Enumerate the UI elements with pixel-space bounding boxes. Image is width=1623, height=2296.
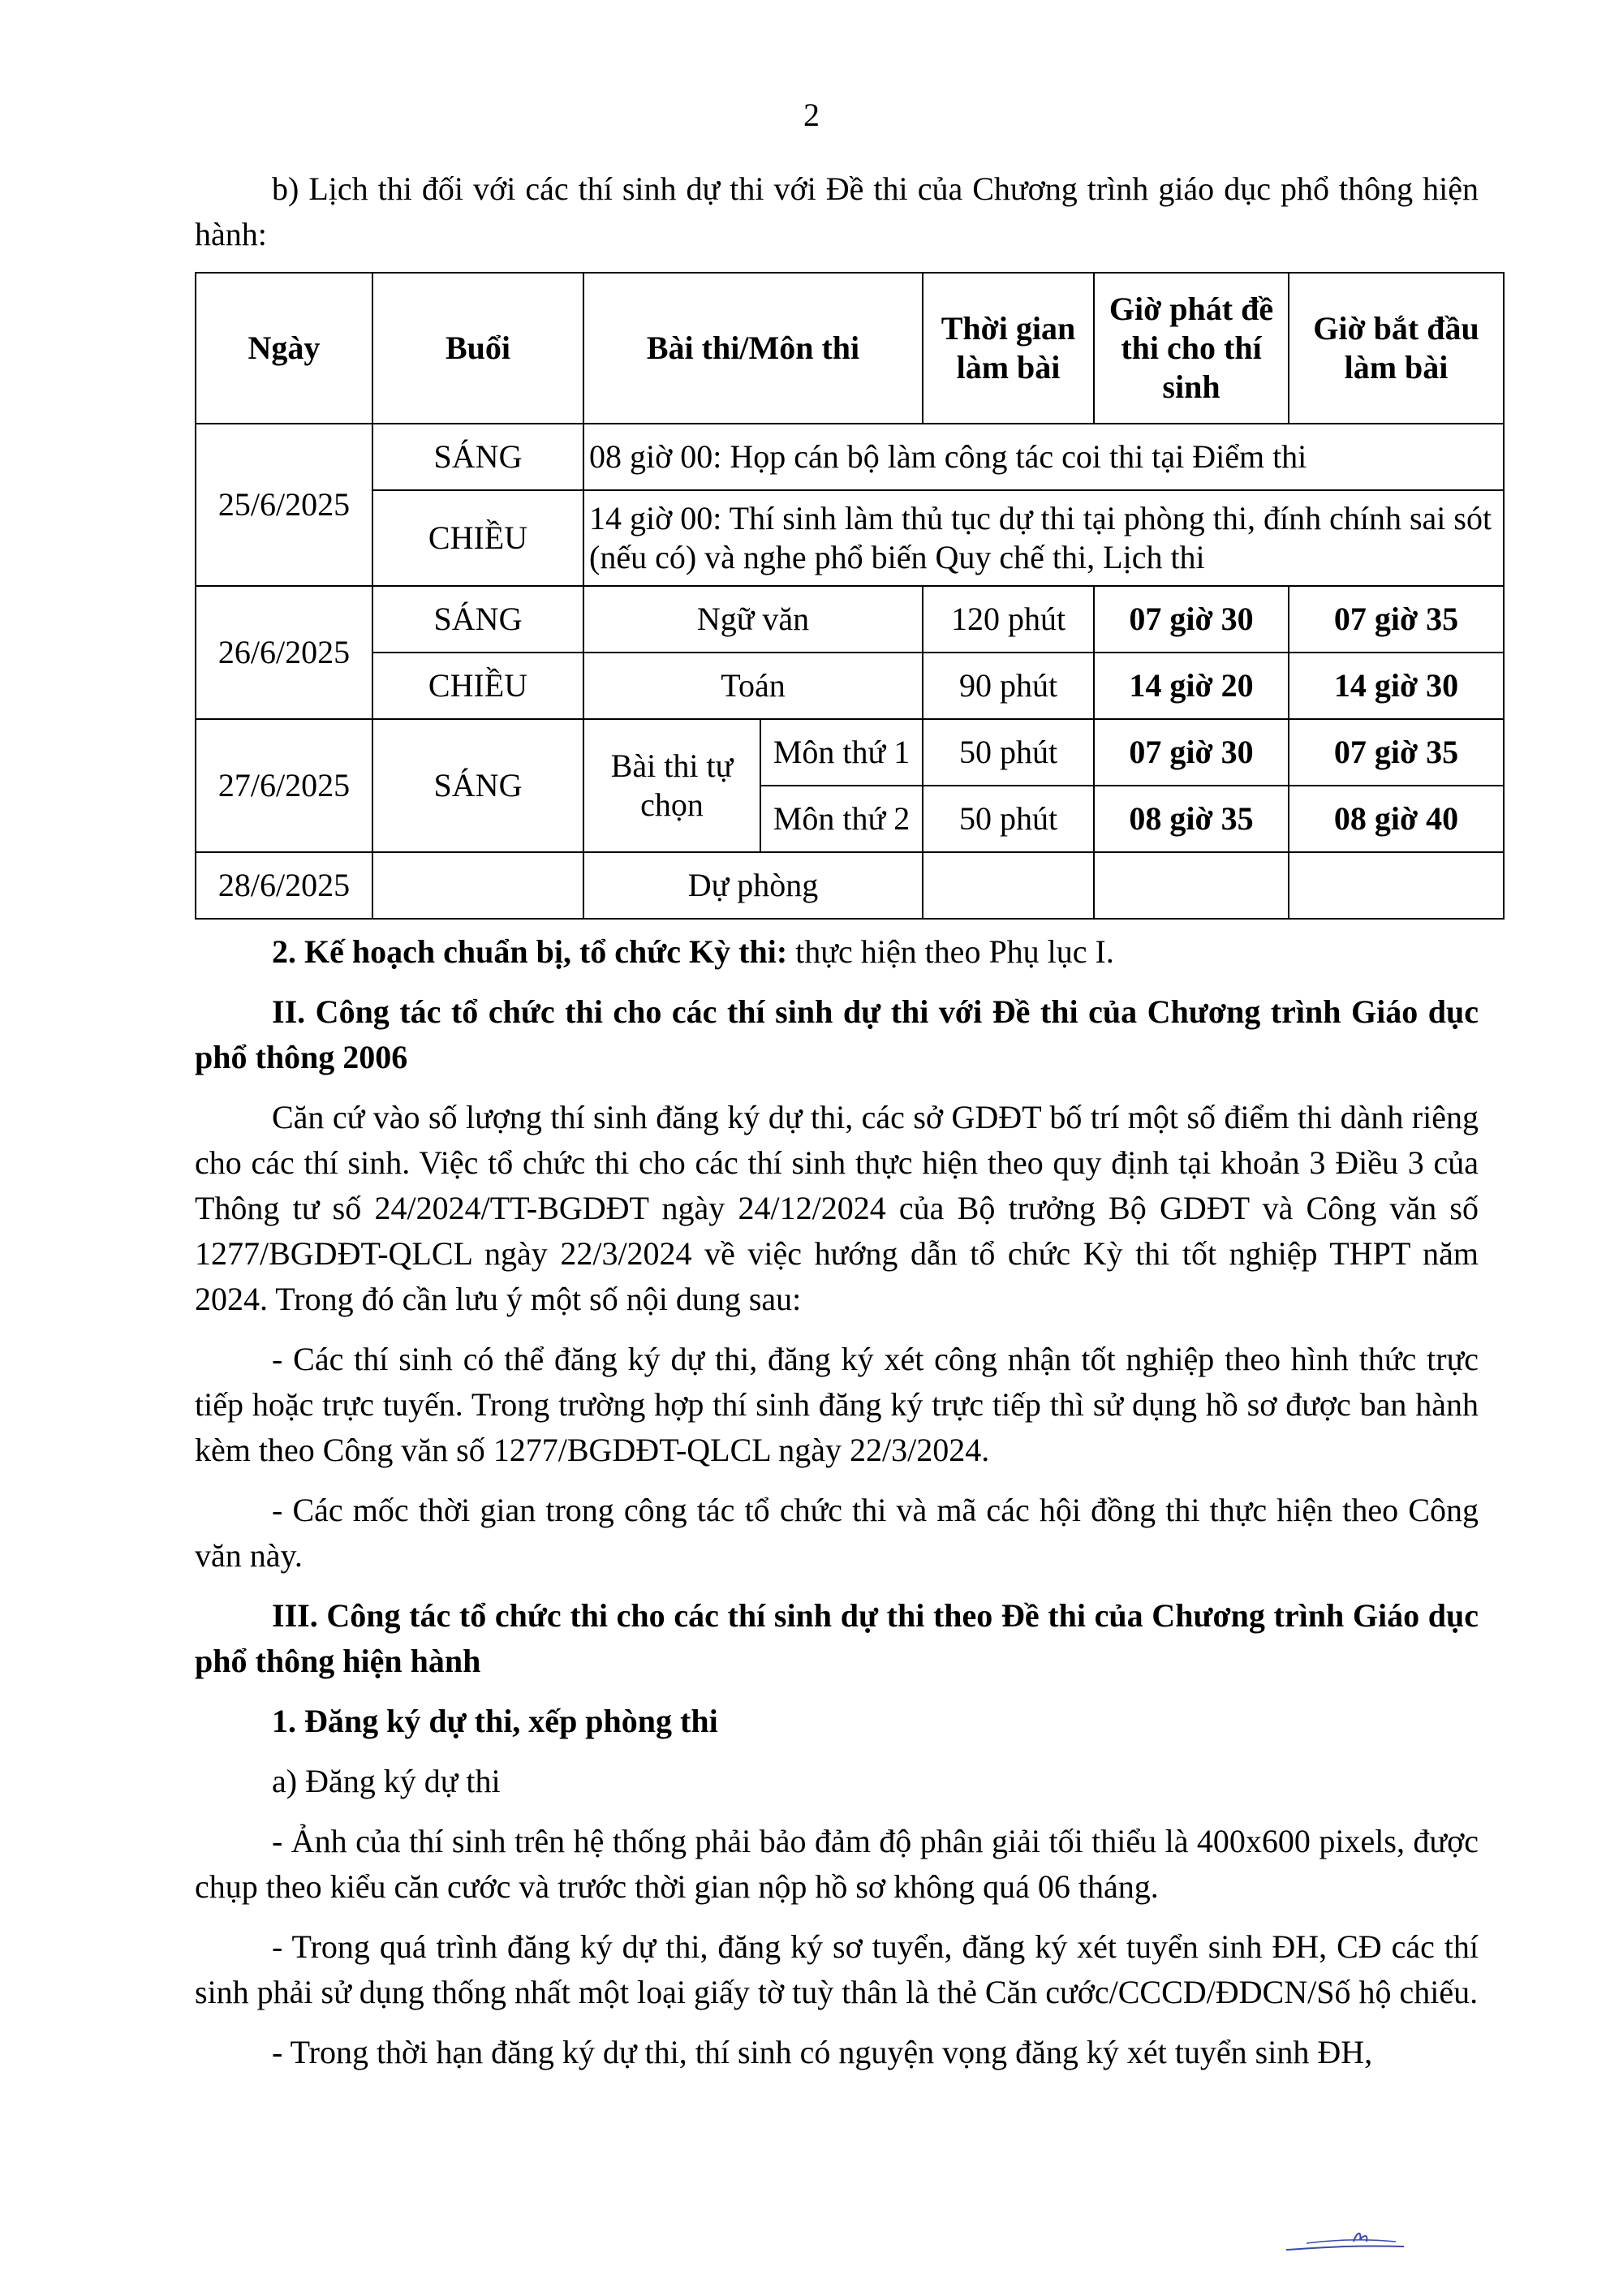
table-header-row [196,273,1504,424]
section-2-text: thực hiện theo Phụ lục I. [787,933,1114,970]
paragraph: - Các mốc thời gian trong công tác tổ chức thi và mã các hội đồng thi thực hiện theo Công văn này. [195,1492,1479,1574]
session-cell [372,852,583,919]
header-duration: Thời gian làm bài [923,273,1094,424]
distribute-time-cell: 08 giờ 35 [1094,786,1289,852]
session-cell: CHIỀU [372,653,583,719]
subheading-a: a) Đăng ký dự thi [272,1763,501,1799]
note-cell: 14 giờ 00: Thí sinh làm thủ tục dự thi tại phòng thi, đính chính sai sót (nếu có) và nghe phổ biến Quy chế thi, Lịch thi [583,490,1504,586]
note-cell: 08 giờ 00: Họp cán bộ làm công tác coi thi tại Điểm thi [583,424,1504,490]
date-cell: 27/6/2025 [196,719,372,852]
start-time-cell: 07 giờ 35 [1289,719,1504,786]
section-2-paragraph [195,929,1479,975]
section-2-label: 2. Kế hoạch chuẩn bị, tổ chức Kỳ thi: [272,933,788,970]
heading-section-II: II. Công tác tổ chức thi cho các thí sinh dự thi với Đề thi của Chương trình Giáo dục phổ thông 2006 [195,993,1479,1075]
header-start-time: Giờ bắt đầu làm bài [1289,273,1504,424]
duration-cell [923,852,1094,919]
table-row [196,490,1504,586]
table-row [196,586,1504,653]
table-row [196,719,1504,786]
header-session: Buổi [372,273,583,424]
duration-cell: 90 phút [923,653,1094,719]
duration-cell: 50 phút [923,719,1094,786]
heading-section-III: III. Công tác tổ chức thi cho các thí sinh dự thi theo Đề thi của Chương trình Giáo dục phổ thông hiện hành [195,1597,1479,1679]
date-cell: 25/6/2025 [196,424,372,586]
start-time-cell [1289,852,1504,919]
header-subject: Bài thi/Môn thi [583,273,923,424]
duration-cell: 120 phút [923,586,1094,653]
heading-registration: 1. Đăng ký dự thi, xếp phòng thi [272,1703,718,1739]
session-cell: CHIỀU [372,490,583,586]
distribute-time-cell [1094,852,1289,919]
initials-signature [1282,2217,1412,2262]
distribute-time-cell: 07 giờ 30 [1094,586,1289,653]
header-date: Ngày [196,273,372,424]
table-row [196,852,1504,919]
paragraph: - Trong quá trình đăng ký dự thi, đăng ký sơ tuyển, đăng ký xét tuyển sinh ĐH, CĐ các thí sinh phải sử dụng thống nhất một loại giấy tờ tuỳ thân là thẻ Căn cước/CCCD/ĐDCN/Số hộ chiếu. [195,1928,1479,2010]
exam-schedule-table [195,272,1505,920]
session-cell: SÁNG [372,424,583,490]
paragraph: - Trong thời hạn đăng ký dự thi, thí sinh có nguyện vọng đăng ký xét tuyển sinh ĐH, [272,2034,1373,2070]
date-cell: 26/6/2025 [196,586,372,719]
session-cell: SÁNG [372,586,583,653]
schedule-intro: b) Lịch thi đối với các thí sinh dự thi với Đề thi của Chương trình giáo dục phổ thông hiện hành: [195,170,1479,252]
session-cell: SÁNG [372,719,583,852]
subject-cell: Toán [583,653,923,719]
subject-cell: Ngữ văn [583,586,923,653]
paragraph: - Các thí sinh có thể đăng ký dự thi, đăng ký xét công nhận tốt nghiệp theo hình thức trực tiếp hoặc trực tuyến. Trong trường hợp thí sinh đăng ký trực tiếp thì sử dụng hồ sơ được ban hành kèm theo Công văn số 1277/BGDĐT-QLCL ngày 22/3/2024. [195,1341,1479,1468]
date-cell: 28/6/2025 [196,852,372,919]
table-row [196,653,1504,719]
header-distribute-time: Giờ phát đề thi cho thí sinh [1094,273,1289,424]
paragraph: Căn cứ vào số lượng thí sinh đăng ký dự thi, các sở GDĐT bố trí một số điểm thi dành riêng cho các thí sinh. Việc tổ chức thi cho các thí sinh thực hiện theo quy định tại khoản 3 Điều 3 của Thông tư số 24/2024/TT-BGDĐT ngày 24/12/2024 của Bộ trưởng Bộ GDĐT và Công văn số 1277/BGDĐT-QLCL ngày 22/3/2024 về việc hướng dẫn tổ chức Kỳ thi tốt nghiệp THPT năm 2024. Trong đó cần lưu ý một số nội dung sau: [195,1099,1479,1317]
start-time-cell: 07 giờ 35 [1289,586,1504,653]
table-row [196,424,1504,490]
start-time-cell: 14 giờ 30 [1289,653,1504,719]
page-number: 2 [803,97,820,133]
subject-cell: Môn thứ 2 [760,786,923,852]
document-body [195,166,1492,2090]
paragraph: - Ảnh của thí sinh trên hệ thống phải bảo đảm độ phân giải tối thiểu là 400x600 pixels, được chụp theo kiểu căn cước và trước thời gian nộp hồ sơ không quá 06 tháng. [195,1823,1479,1905]
duration-cell: 50 phút [923,786,1094,852]
start-time-cell: 08 giờ 40 [1289,786,1504,852]
distribute-time-cell: 14 giờ 20 [1094,653,1289,719]
subject-cell: Dự phòng [583,852,923,919]
subject-cell: Môn thứ 1 [760,719,923,786]
distribute-time-cell: 07 giờ 30 [1094,719,1289,786]
elective-group-cell: Bài thi tự chọn [583,719,760,852]
